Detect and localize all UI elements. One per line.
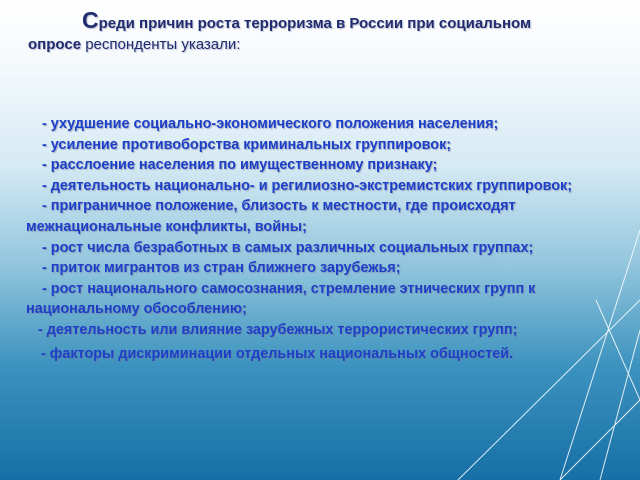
- title-line-1-text: реди причин роста терроризма в России при социальном: [98, 15, 532, 32]
- title-line-2-bold: опросе: [28, 36, 82, 53]
- list-item: - усиление противоборства криминальных группировок;: [42, 136, 452, 153]
- list-item: - деятельность или влияние зарубежных террористических групп;: [38, 321, 518, 338]
- title-line-2: [28, 36, 240, 53]
- list-item: - рост национального самосознания, стремление этнических групп к национальному обособлению;: [26, 280, 536, 318]
- title-line-1: [28, 7, 628, 34]
- title-line-2-text: респонденты указали:: [81, 36, 241, 53]
- list-item: - ухудшение социально-экономического положения населения;: [42, 116, 499, 132]
- list-item: - расслоение населения по имущественному признаку;: [42, 157, 438, 174]
- list-item: - рост числа безработных в самых различных социальных группах;: [42, 239, 534, 256]
- list-item: - факторы дискриминации отдельных национальных общностей.: [41, 345, 514, 362]
- slide-title: [28, 7, 628, 55]
- list-item: - приток мигрантов из стран ближнего зарубежья;: [42, 260, 401, 277]
- title-first-letter: С: [82, 7, 99, 33]
- list-item: - приграничное положение, близость к местности, где происходят межнациональные конфликты, войны;: [26, 198, 516, 235]
- reasons-list: [26, 114, 622, 364]
- list-item: - деятельность национально- и регилиозно-экстремистских группировок;: [42, 177, 573, 194]
